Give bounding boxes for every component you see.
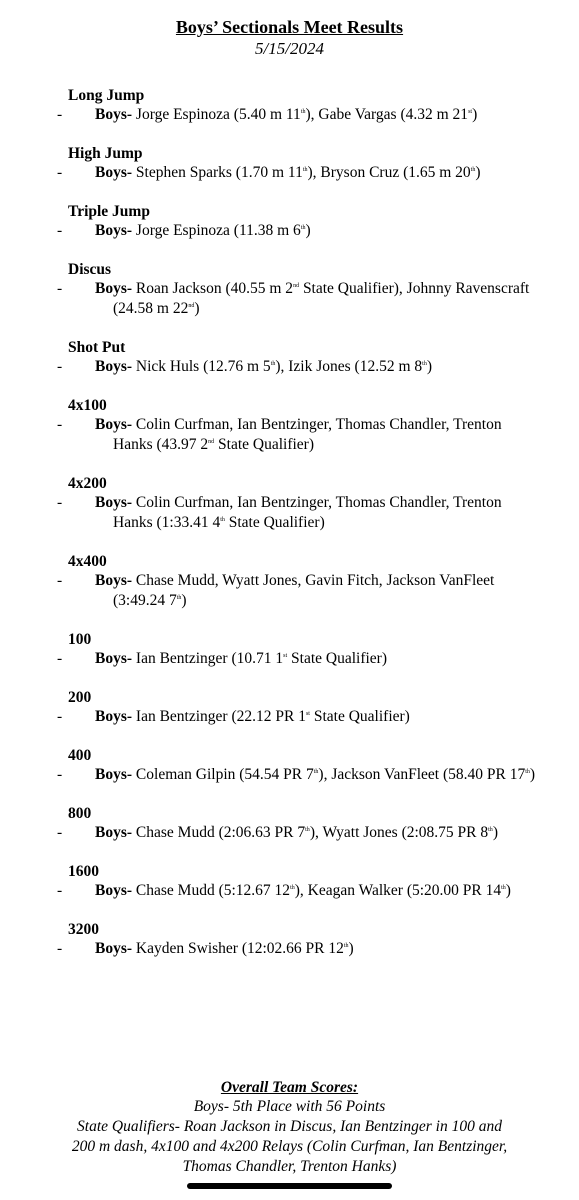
result-text: ) [492, 824, 498, 841]
result-text: ) [305, 222, 311, 239]
ordinal-suffix: th [501, 884, 506, 891]
list-dash: - [57, 940, 63, 957]
event-block [57, 804, 538, 843]
event-name: 4x200 [68, 475, 107, 492]
list-dash: - [57, 106, 63, 123]
result-text: ), Jackson VanFleet (58.40 PR 17 [318, 766, 526, 783]
event-block [57, 396, 538, 455]
ordinal-suffix: nd [208, 438, 215, 445]
result-text: ), Gabe Vargas (4.32 m 21 [305, 106, 469, 123]
list-dash: - [57, 494, 63, 511]
ordinal-suffix: nd [188, 302, 195, 309]
result-text: ) [529, 766, 536, 783]
event-result [57, 163, 538, 183]
result-text: Colin Curfman, Ian Bentzinger, Thomas Chandler, Trenton Hanks (43.97 2 [113, 416, 502, 453]
result-text: Coleman Gilpin (54.54 PR 7 [132, 766, 314, 783]
result-text: State Qualifier) [214, 436, 315, 453]
ordinal-suffix: th [305, 826, 310, 833]
list-dash: - [57, 164, 63, 181]
result-text: ) [194, 300, 200, 317]
event-block [57, 552, 538, 611]
category-label: Boys- [95, 106, 133, 123]
result-text: ) [426, 358, 432, 375]
event-results-list [57, 86, 538, 978]
event-name: 400 [68, 747, 92, 764]
event-name: 3200 [68, 921, 99, 938]
result-text: Ian Bentzinger (22.12 PR 1 [132, 708, 306, 725]
result-text: Boys- 5 [193, 1098, 241, 1115]
list-dash: - [57, 708, 63, 725]
list-dash: - [57, 882, 63, 899]
event-result [57, 415, 538, 455]
ordinal-suffix: th [488, 826, 493, 833]
document-header [0, 0, 579, 59]
result-text: Roan Jackson (40.55 m 2 [132, 280, 294, 297]
result-text: Nick Huls (12.76 m 5 [132, 358, 271, 375]
ordinal-suffix: th [176, 594, 182, 601]
event-block [57, 202, 538, 241]
event-block [57, 688, 538, 727]
result-text: ), Izik Jones (12.52 m 8 [275, 358, 423, 375]
category-label: Boys- [95, 494, 133, 511]
result-text: Chase Mudd, Wyatt Jones, Gavin Fitch, Jackson VanFleet (3:49.24 7 [113, 572, 495, 609]
event-result [57, 105, 538, 125]
event-result [57, 939, 538, 959]
list-dash: - [57, 572, 63, 589]
ordinal-suffix: th [300, 108, 306, 115]
event-result [57, 765, 538, 785]
result-text: State Qualifier) [224, 514, 325, 531]
event-block [57, 862, 538, 901]
event-result [57, 279, 538, 319]
result-text: State Qualifier) [287, 650, 388, 667]
category-label: Boys- [95, 940, 133, 957]
state-qualifiers-text: State Qualifiers- Roan Jackson in Discus, Ian Bentzinger in 100 and 200 m dash, 4x100 and 4x200 Relays (Colin Curfman, Ian Bentzinger, Thomas Chandler, Trenton Hanks) [71, 1118, 508, 1175]
category-label: Boys- [95, 708, 133, 725]
result-text: ) [181, 592, 187, 609]
event-name: Long Jump [68, 87, 145, 104]
event-block [57, 260, 538, 319]
category-label: Boys- [95, 358, 133, 375]
ordinal-suffix: th [470, 166, 476, 173]
category-label: Boys- [95, 650, 133, 667]
event-name: Triple Jump [68, 203, 150, 220]
event-name: 4x100 [68, 397, 107, 414]
event-block [57, 746, 538, 785]
result-text: Chase Mudd (2:06.63 PR 7 [132, 824, 306, 841]
result-text: Jorge Espinoza (5.40 m 11 [132, 106, 301, 123]
result-text: Chase Mudd (5:12.67 12 [132, 882, 291, 899]
team-scores-summary [0, 1078, 579, 1177]
ordinal-suffix: nd [293, 282, 300, 289]
page-title: Boys’ Sectionals Meet Results [175, 17, 404, 37]
result-text: Ian Bentzinger (10.71 1 [132, 650, 284, 667]
result-text: Stephen Sparks (1.70 m 11 [132, 164, 303, 181]
result-text: ) [472, 106, 478, 123]
event-name: 100 [68, 631, 92, 648]
result-text: ) [505, 882, 511, 899]
list-dash: - [57, 280, 63, 297]
ordinal-suffix: st [305, 710, 310, 717]
event-result [57, 357, 538, 377]
list-dash: - [57, 416, 63, 433]
event-name: High Jump [68, 145, 143, 162]
result-text: ) [475, 164, 481, 181]
event-result [57, 707, 538, 727]
event-result [57, 493, 538, 533]
ordinal-suffix: th [525, 768, 530, 775]
result-text: ), Bryson Cruz (1.65 m 20 [307, 164, 471, 181]
ordinal-suffix: th [302, 166, 308, 173]
ordinal-suffix: th [300, 224, 306, 231]
ordinal-suffix: th [240, 1098, 253, 1115]
event-result [57, 823, 538, 843]
category-label: Boys- [95, 882, 133, 899]
ordinal-suffix: th [220, 516, 225, 523]
result-text: Colin Curfman, Ian Bentzinger, Thomas Chandler, Trenton Hanks (1:33.41 4 [113, 494, 502, 531]
event-block [57, 630, 538, 669]
result-text: Jorge Espinoza (11.38 m 6 [132, 222, 301, 239]
list-dash: - [57, 766, 63, 783]
ordinal-suffix: th [422, 360, 427, 367]
result-text: ), Keagan Walker (5:20.00 PR 14 [294, 882, 502, 899]
event-result [57, 221, 538, 241]
result-text: Kayden Swisher (12:02.66 PR 12 [132, 940, 344, 957]
team-place-line [0, 1097, 579, 1117]
result-text: Place with 56 Points [252, 1098, 386, 1115]
category-label: Boys- [95, 572, 133, 589]
ordinal-suffix: st [283, 652, 288, 659]
category-label: Boys- [95, 766, 133, 783]
summary-title: Overall Team Scores: [220, 1079, 359, 1096]
result-text: State Qualifier), Johnny Ravenscraft (24.58 m 22 [113, 280, 530, 317]
ordinal-suffix: th [343, 942, 349, 949]
list-dash: - [57, 650, 63, 667]
list-dash: - [57, 824, 63, 841]
event-block [57, 338, 538, 377]
event-name: 1600 [68, 863, 99, 880]
event-block [57, 86, 538, 125]
ordinal-suffix: th [290, 884, 295, 891]
result-text: State Qualifier) [309, 708, 410, 725]
event-name: 200 [68, 689, 92, 706]
event-name: 800 [68, 805, 92, 822]
category-label: Boys- [95, 222, 133, 239]
category-label: Boys- [95, 280, 133, 297]
ordinal-suffix: th [270, 360, 276, 367]
event-name: 4x400 [68, 553, 107, 570]
event-name: Discus [68, 261, 112, 278]
event-result [57, 649, 538, 669]
ordinal-suffix: th [313, 768, 319, 775]
home-indicator-bar[interactable] [187, 1183, 392, 1189]
list-dash: - [57, 358, 63, 375]
event-block [57, 144, 538, 183]
result-text: ), Wyatt Jones (2:08.75 PR 8 [309, 824, 489, 841]
category-label: Boys- [95, 416, 133, 433]
result-text: ) [348, 940, 354, 957]
list-dash: - [57, 222, 63, 239]
event-result [57, 571, 538, 611]
event-block [57, 920, 538, 959]
event-block [57, 474, 538, 533]
category-label: Boys- [95, 164, 133, 181]
event-name: Shot Put [68, 339, 126, 356]
category-label: Boys- [95, 824, 133, 841]
meet-date: 5/15/2024 [255, 39, 324, 58]
ordinal-suffix: st [468, 108, 473, 115]
event-result [57, 881, 538, 901]
